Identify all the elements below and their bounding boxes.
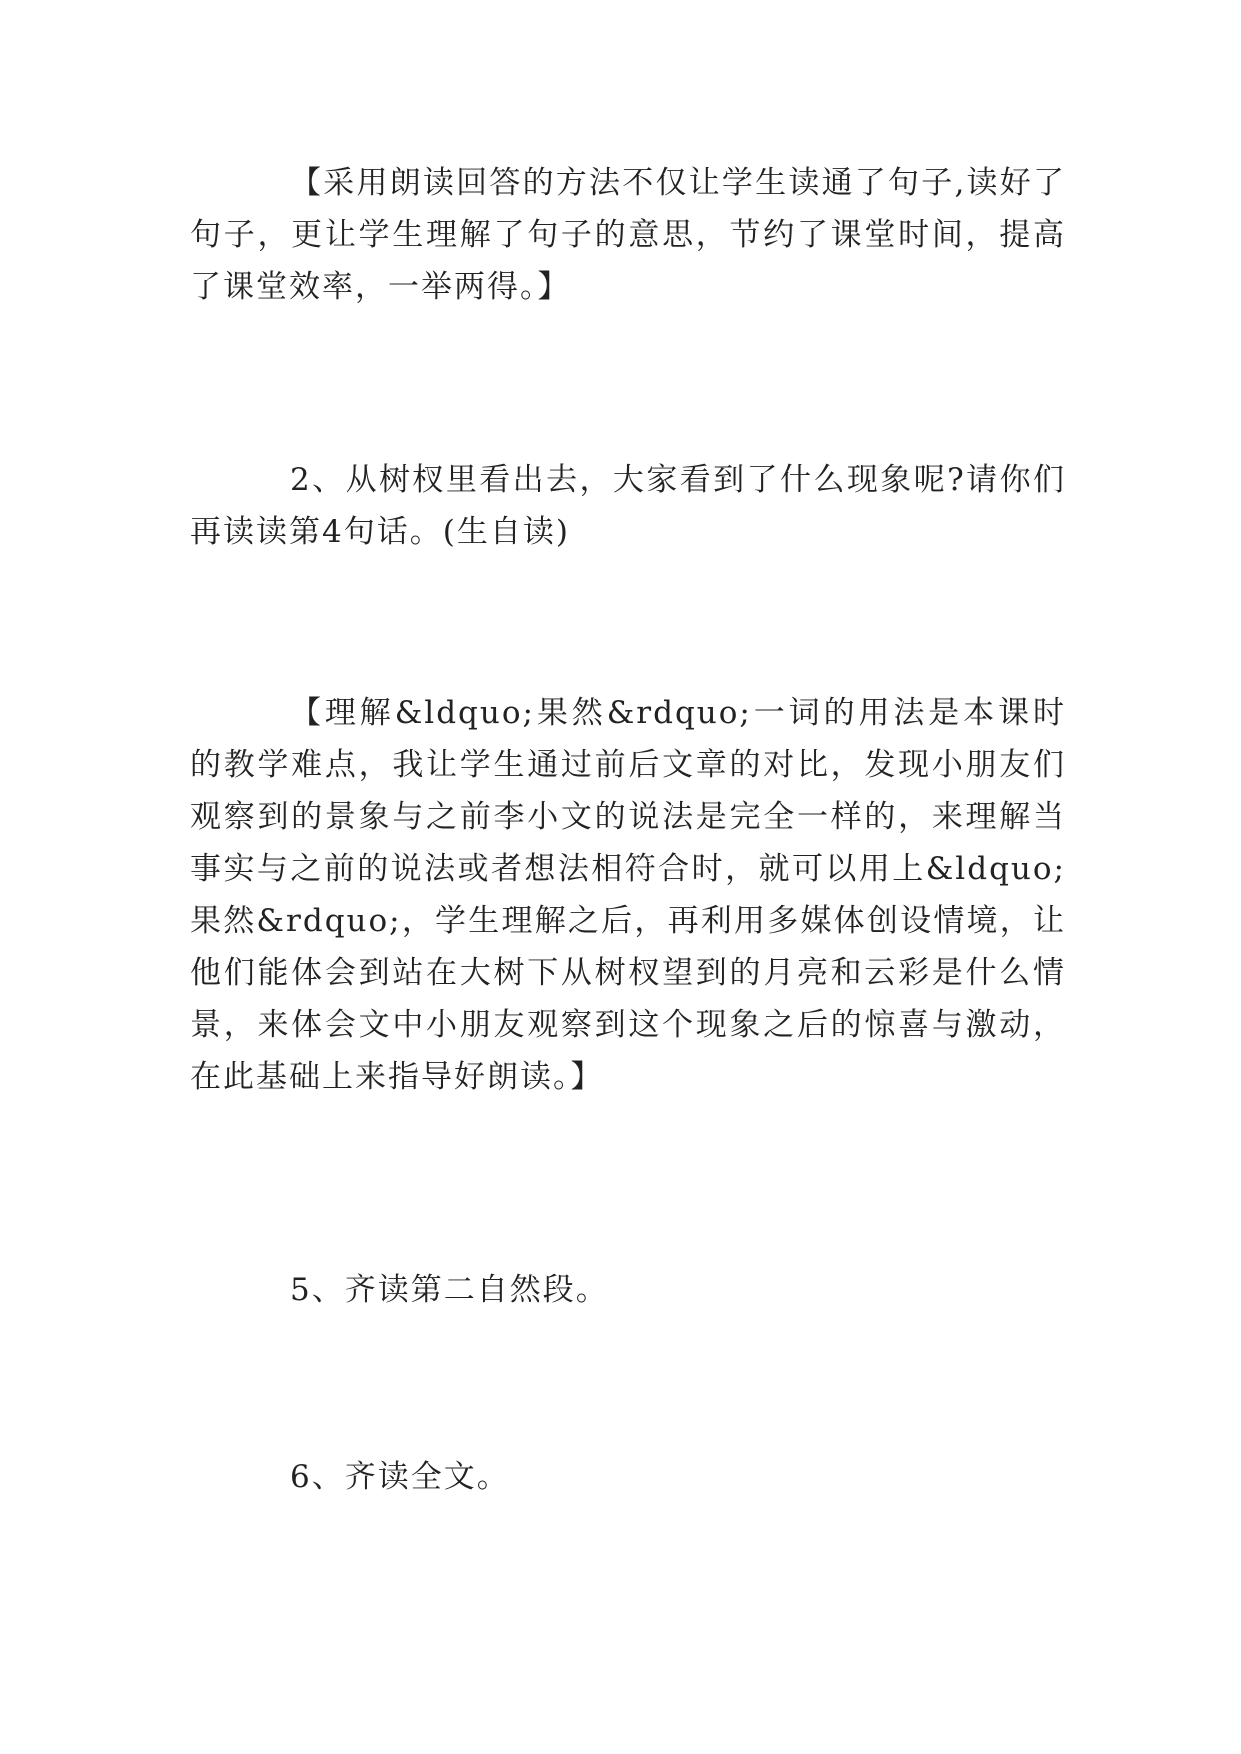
paragraph-commentary-reading: 【采用朗读回答的方法不仅让学生读通了句子,读好了句子，更让学生理解了句子的意思，节约了课堂时间，提高了课堂效率，一举两得。】	[190, 165, 1066, 305]
paragraph-step-2: 2、从树杈里看出去，大家看到了什么现象呢?请你们再读读第4句话。(生自读)	[190, 462, 1066, 550]
paragraph-step-5: 5、齐读第二自然段。	[290, 1272, 609, 1308]
paragraph-step-6: 6、齐读全文。	[290, 1459, 510, 1495]
paragraph-commentary-guoran: 【理解&ldquo;果然&rdquo;一词的用法是本课时的教学难点，我让学生通过前后文章的对比，发现小朋友们观察到的景象与之前李小文的说法是完全一样的，来理解当事实与之前的说法或者想法相符合时，就可以用上&ldquo;果然&rdquo;，学生理解之后，再利用多媒体创设情境，让他们能体会到站在大树下从树杈望到的月亮和云彩是什么情景，来体会文中小朋友观察到这个现象之后的惊喜与激动，在此基础上来指导好朗读。】	[190, 695, 1066, 1095]
